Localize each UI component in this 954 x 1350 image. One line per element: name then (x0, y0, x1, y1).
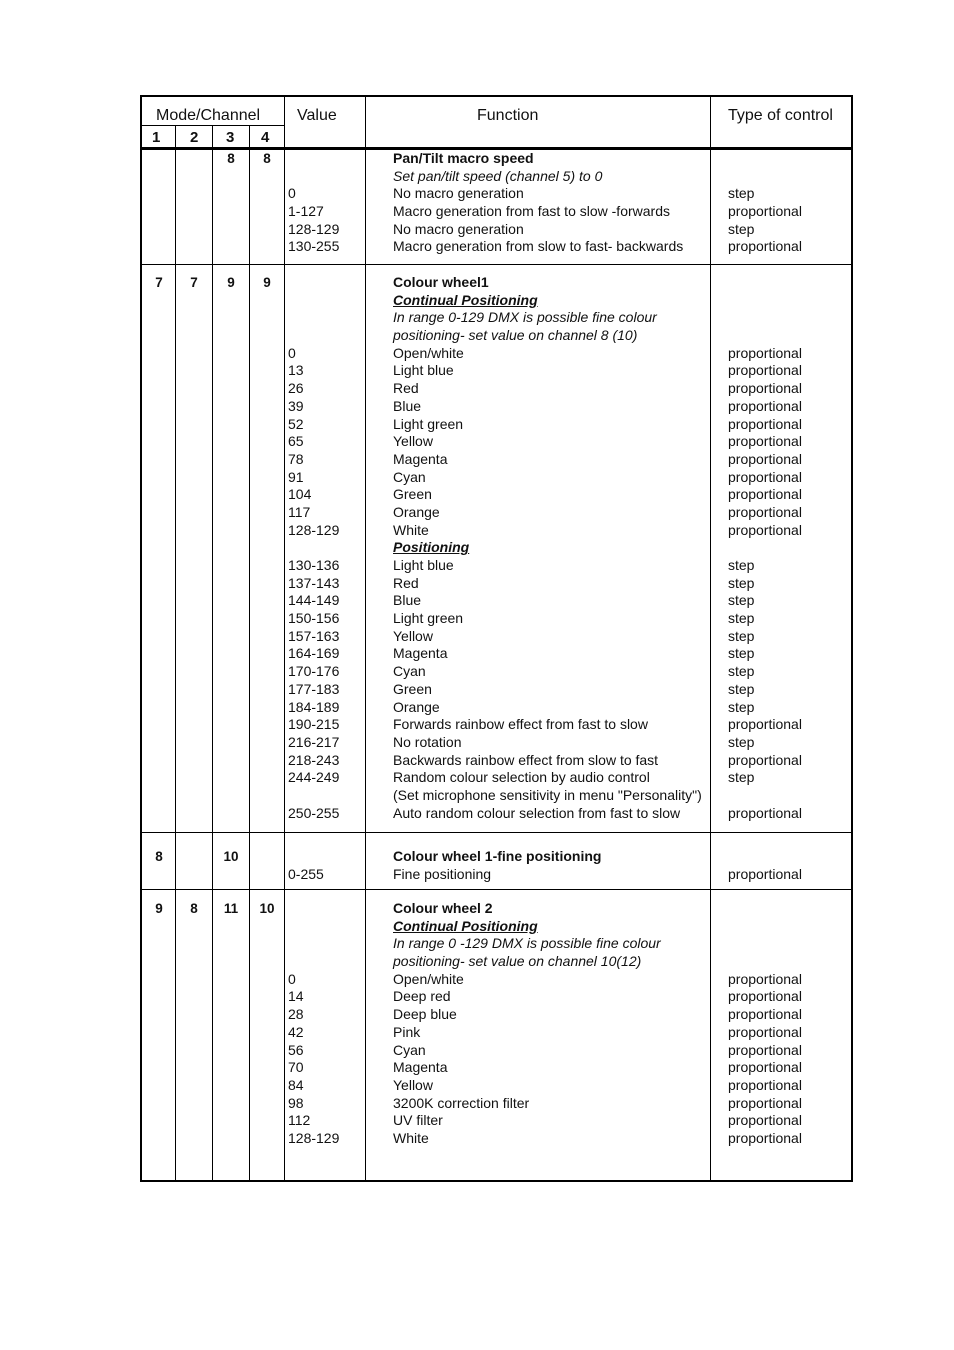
function-cell: Set pan/tilt speed (channel 5) to 0 (393, 167, 603, 184)
control-type-cell: proportional (728, 503, 802, 520)
function-cell: Light blue (393, 362, 454, 379)
control-type-cell (728, 935, 852, 953)
control-type-cell (728, 918, 852, 936)
function-cell: In range 0-129 DMX is possible fine colour (393, 309, 657, 326)
value-cell (288, 309, 368, 327)
value-cell (288, 918, 368, 936)
control-type-cell: proportional (728, 804, 802, 821)
function-cell: No macro generation (393, 220, 524, 237)
control-type-cell (728, 848, 852, 866)
function-cell: Blue (393, 592, 422, 609)
value-cell: 70 (288, 1059, 304, 1076)
function-cell: (Set microphone sensitivity in menu "Personality") (393, 786, 702, 803)
value-cell: 157-163 (288, 627, 340, 644)
control-type-cell: proportional (728, 450, 802, 467)
header-value: Value (297, 107, 337, 124)
value-cell: 216-217 (288, 733, 340, 750)
function-cell: Red (393, 574, 419, 591)
control-type-cell: step (728, 733, 755, 750)
control-type-cell (728, 150, 852, 168)
channel-number-mode-3: 10 (223, 849, 239, 864)
header-mode-1: 1 (152, 129, 161, 146)
function-cell: Macro generation from fast to slow -forwards (393, 203, 670, 220)
value-cell: 244-249 (288, 769, 340, 786)
control-type-cell: proportional (728, 970, 802, 987)
control-type-cell (728, 309, 852, 327)
control-type-cell (728, 900, 852, 918)
control-type-cell: proportional (728, 865, 802, 882)
channel-number-mode-2: 7 (190, 275, 198, 290)
header-type-of-control: Type of control (728, 107, 833, 124)
control-type-cell: step (728, 592, 755, 609)
channel-number-mode-1: 7 (155, 275, 163, 290)
value-cell: 0 (288, 344, 296, 361)
header-mode-2: 2 (190, 129, 199, 146)
control-type-cell: proportional (728, 988, 802, 1005)
col-divider (212, 97, 213, 1180)
function-cell: Light blue (393, 557, 454, 573)
function-cell: Open/white (393, 970, 464, 987)
value-cell: 130-255 (288, 238, 340, 255)
value-cell: 98 (288, 1094, 304, 1111)
value-cell-column (288, 150, 368, 256)
value-cell (288, 900, 368, 918)
dmx-channel-table (140, 95, 853, 1182)
control-type-cell: proportional (728, 521, 802, 538)
function-cell: UV filter (393, 1112, 443, 1129)
value-cell: 42 (288, 1023, 304, 1040)
channel-number-mode-4: 10 (259, 901, 275, 916)
channel-number-mode-2: 8 (190, 901, 198, 916)
function-cell-column (393, 848, 723, 883)
value-cell: 117 (288, 503, 311, 520)
value-cell: 65 (288, 433, 304, 450)
value-cell: 1-127 (288, 203, 324, 220)
value-cell: 0 (288, 185, 296, 202)
control-type-cell-column (728, 274, 852, 822)
header-function: Function (477, 107, 539, 124)
value-cell: 137-143 (288, 574, 340, 591)
control-type-cell (728, 953, 852, 971)
value-cell: 28 (288, 1006, 304, 1023)
channel-number-mode-1: 9 (155, 901, 163, 916)
control-type-cell-column (728, 900, 852, 1148)
function-cell: Pan/Tilt macro speed (393, 150, 534, 166)
value-cell: 190-215 (288, 716, 340, 733)
function-cell: Blue (393, 397, 422, 414)
value-cell: 104 (288, 486, 312, 503)
function-cell: Fine positioning (393, 865, 492, 882)
control-type-cell: proportional (728, 433, 802, 450)
control-type-cell: proportional (728, 486, 802, 503)
control-type-cell: step (728, 627, 755, 644)
function-cell: Magenta (393, 645, 448, 662)
value-cell (288, 953, 368, 971)
control-type-cell: proportional (728, 1006, 802, 1023)
control-type-cell (728, 539, 852, 557)
control-type-cell: step (728, 574, 755, 591)
header-mode-channel: Mode/Channel (156, 107, 261, 124)
function-cell: Red (393, 380, 419, 397)
function-cell: Magenta (393, 1059, 448, 1076)
function-cell: Continual Positioning (393, 291, 538, 308)
value-cell: 13 (288, 362, 304, 379)
function-cell: White (393, 521, 429, 538)
value-cell (288, 848, 368, 866)
control-type-cell: step (728, 557, 755, 573)
control-type-cell: proportional (728, 397, 802, 414)
function-cell: Positioning (393, 539, 470, 556)
function-cell: Cyan (393, 663, 426, 680)
control-type-cell: proportional (728, 1112, 802, 1129)
control-type-cell-column (728, 848, 852, 883)
value-cell: 112 (288, 1112, 311, 1129)
channel-number-mode-3: 8 (227, 151, 235, 166)
control-type-cell: proportional (728, 380, 802, 397)
value-cell: 128-129 (288, 1129, 340, 1146)
control-type-cell: step (728, 680, 755, 697)
function-cell: Yellow (393, 1076, 433, 1093)
control-type-cell (728, 327, 852, 345)
control-type-cell (728, 274, 852, 292)
function-cell: Light green (393, 415, 464, 432)
function-cell: Forwards rainbow effect from fast to slow (393, 716, 648, 733)
function-cell: positioning- set value on channel 10(12) (393, 953, 642, 970)
channel-number-mode-3: 9 (227, 275, 235, 290)
function-cell: Open/white (393, 344, 464, 361)
value-cell (288, 150, 368, 168)
function-cell: Green (393, 486, 432, 503)
value-cell: 150-156 (288, 610, 340, 627)
value-cell (288, 539, 368, 557)
function-cell: positioning- set value on channel 8 (10) (393, 327, 638, 344)
function-cell: Yellow (393, 627, 433, 644)
function-cell: White (393, 1129, 429, 1146)
control-type-cell: step (728, 663, 755, 680)
value-cell: 218-243 (288, 751, 340, 768)
control-type-cell: proportional (728, 238, 802, 255)
value-cell: 91 (288, 468, 304, 485)
value-cell: 128-129 (288, 220, 340, 237)
function-cell: Cyan (393, 1041, 426, 1058)
function-cell: No macro generation (393, 185, 524, 202)
function-cell: Orange (393, 698, 440, 715)
value-cell: 26 (288, 380, 304, 397)
function-cell: 3200K correction filter (393, 1094, 530, 1111)
function-cell: Backwards rainbow effect from slow to fast (393, 751, 659, 768)
function-cell-column (393, 150, 723, 256)
value-cell: 52 (288, 415, 304, 432)
value-cell: 130-136 (288, 557, 340, 573)
control-type-cell: step (728, 610, 755, 627)
value-cell: 128-129 (288, 521, 340, 538)
function-cell: Colour wheel1 (393, 274, 489, 290)
function-cell-column (393, 900, 723, 1148)
control-type-cell (728, 292, 852, 310)
function-cell: Colour wheel 2 (393, 900, 493, 916)
value-cell-column (288, 900, 368, 1148)
value-cell: 250-255 (288, 804, 340, 821)
value-cell: 56 (288, 1041, 304, 1058)
channel-number-mode-3: 11 (223, 901, 239, 916)
function-cell: Magenta (393, 450, 448, 467)
control-type-cell: step (728, 185, 755, 202)
value-cell: 14 (288, 988, 304, 1005)
function-cell: Deep red (393, 988, 451, 1005)
function-cell: Pink (393, 1023, 421, 1040)
function-cell-column (393, 274, 723, 822)
control-type-cell: step (728, 698, 755, 715)
col-divider (284, 97, 285, 1180)
channel-number-mode-1: 8 (155, 849, 163, 864)
header-divider (142, 125, 284, 126)
value-cell: 170-176 (288, 663, 340, 680)
channel-number-mode-4: 8 (263, 151, 271, 166)
function-cell: Green (393, 680, 432, 697)
function-cell: Auto random colour selection from fast to slow (393, 804, 681, 821)
control-type-cell (728, 168, 852, 186)
value-cell-column (288, 848, 368, 883)
value-cell (288, 274, 368, 292)
function-cell: Random colour selection by audio control (393, 769, 650, 786)
value-cell (288, 935, 368, 953)
function-cell: In range 0 -129 DMX is possible fine colour (393, 935, 661, 952)
control-type-cell: proportional (728, 203, 802, 220)
value-cell: 84 (288, 1076, 304, 1093)
function-cell: Orange (393, 503, 440, 520)
value-cell: 39 (288, 397, 304, 414)
control-type-cell: proportional (728, 1041, 802, 1058)
control-type-cell: proportional (728, 344, 802, 361)
col-divider (175, 97, 176, 1180)
control-type-cell: proportional (728, 468, 802, 485)
control-type-cell: proportional (728, 415, 802, 432)
row-divider (142, 264, 851, 265)
value-cell: 184-189 (288, 698, 340, 715)
control-type-cell: step (728, 645, 755, 662)
control-type-cell: proportional (728, 751, 802, 768)
function-cell: Cyan (393, 468, 426, 485)
function-cell: Macro generation from slow to fast- backwards (393, 238, 684, 255)
row-divider (142, 889, 851, 890)
row-divider (142, 832, 851, 833)
col-divider (249, 97, 250, 1180)
value-cell (288, 327, 368, 345)
control-type-cell: step (728, 769, 755, 786)
control-type-cell: proportional (728, 1094, 802, 1111)
value-cell: 144-149 (288, 592, 340, 609)
function-cell: Yellow (393, 433, 433, 450)
header-mode-4: 4 (261, 129, 270, 146)
control-type-cell (728, 787, 852, 805)
control-type-cell: step (728, 220, 755, 237)
function-cell: Continual Positioning (393, 917, 538, 934)
control-type-cell: proportional (728, 1059, 802, 1076)
control-type-cell: proportional (728, 1023, 802, 1040)
value-cell: 164-169 (288, 645, 340, 662)
value-cell: 177-183 (288, 680, 340, 697)
value-cell: 0 (288, 970, 296, 987)
control-type-cell: proportional (728, 1076, 802, 1093)
function-cell: Light green (393, 610, 464, 627)
value-cell (288, 168, 368, 186)
value-cell: 78 (288, 450, 304, 467)
header-mode-3: 3 (226, 129, 235, 146)
function-cell: Deep blue (393, 1006, 457, 1023)
control-type-cell: proportional (728, 716, 802, 733)
value-cell (288, 787, 368, 805)
control-type-cell-column (728, 150, 852, 256)
value-cell: 0-255 (288, 865, 324, 882)
control-type-cell: proportional (728, 362, 802, 379)
value-cell-column (288, 274, 368, 822)
value-cell (288, 292, 368, 310)
function-cell: Colour wheel 1-fine positioning (393, 848, 602, 864)
channel-number-mode-4: 9 (263, 275, 271, 290)
function-cell: No rotation (393, 733, 462, 750)
control-type-cell: proportional (728, 1129, 802, 1146)
